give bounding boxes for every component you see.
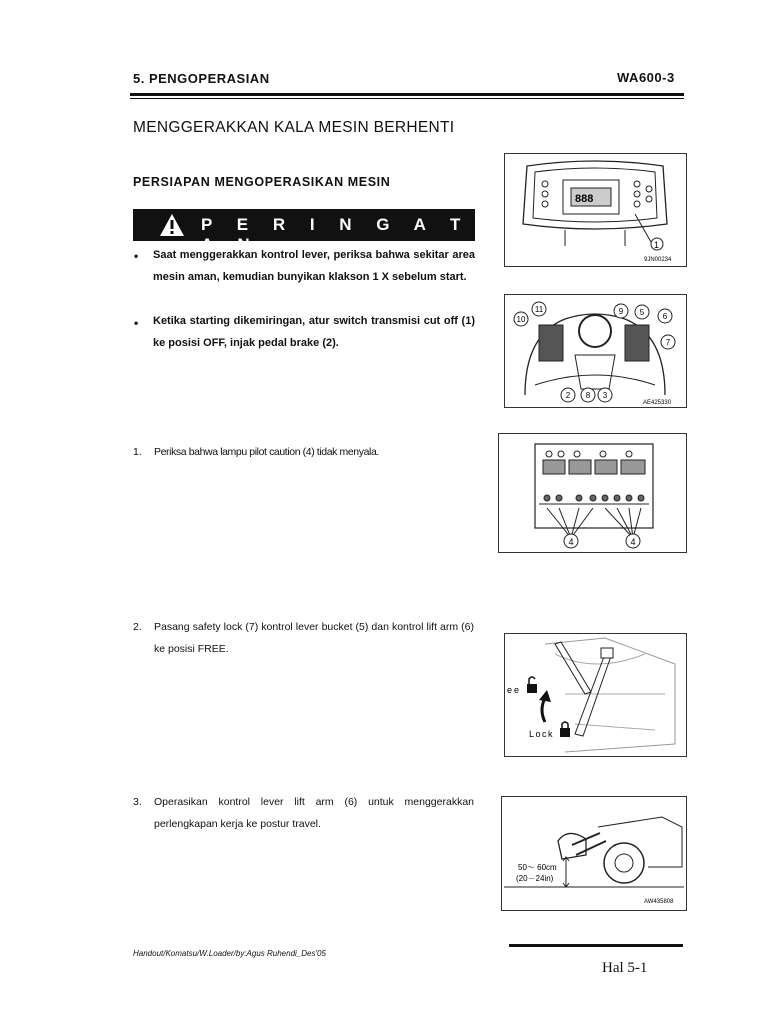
- figure-travel-posture: [501, 796, 687, 911]
- step-number: 3.: [133, 796, 142, 808]
- callout-2: 2: [565, 391, 571, 400]
- warning-banner: [133, 209, 475, 254]
- safety-lock-drawing: [505, 634, 686, 756]
- callout-11: 11: [534, 305, 544, 314]
- callout-4: 4: [568, 537, 574, 547]
- step-3-text: Operasikan kontrol lever lift arm (6) untuk menggerakkan perlengkapan kerja ke postur travel.: [154, 796, 474, 830]
- travel-posture-drawing: [502, 797, 686, 910]
- footer-credit: Handout/Komatsu/W.Loader/by:Agus Ruhendi_Des'05: [133, 949, 326, 958]
- warning-bullet-2: Ketika starting dikemiringan, atur switch transmisi cut off (1) ke posisi OFF, injak pedal brake (2).: [153, 315, 475, 349]
- warning-label: P E R I N G A T A N: [201, 215, 471, 254]
- page-number: Hal 5-1: [602, 960, 648, 976]
- figure-safety-lock: [504, 633, 687, 757]
- bullet-marker: •: [134, 316, 139, 330]
- dimension-metric: 50～ 60cm: [518, 863, 557, 872]
- figure-code: AW435808: [644, 899, 674, 905]
- header-rule: [130, 93, 684, 96]
- lock-label: Lock: [529, 729, 555, 739]
- warning-triangle-icon: [159, 213, 185, 237]
- operator-controls-drawing: [505, 295, 686, 407]
- page-title: MENGGERAKKAN KALA MESIN BERHENTI: [133, 119, 455, 136]
- callout-1: 1: [654, 240, 660, 250]
- step-number: 1.: [133, 446, 142, 458]
- callout-3: 3: [602, 391, 608, 400]
- warning-bullet-1: Saat menggerakkan kontrol lever, periksa bahwa sekitar area mesin aman, kemudian bunyikan klakson 1 X sebelum start.: [153, 249, 475, 283]
- step-1-text: Periksa bahwa lampu pilot caution (4) tidak menyala.: [154, 446, 379, 458]
- lock-icon: [560, 722, 570, 737]
- figure-caution-lamps: [498, 433, 687, 553]
- callout-6: 6: [662, 312, 668, 321]
- free-label: ee: [507, 685, 522, 695]
- footer-rule: [509, 944, 683, 947]
- callout-5: 5: [639, 308, 645, 317]
- model-code: WA600-3: [617, 70, 675, 85]
- bullet-marker: •: [134, 249, 139, 263]
- section-header: 5. PENGOPERASIAN: [133, 71, 270, 86]
- figure-code: 9JN00234: [644, 257, 672, 263]
- section-subtitle: PERSIAPAN MENGOPERASIKAN MESIN: [133, 175, 391, 189]
- callout-4: 4: [630, 537, 636, 547]
- figure-operator-controls: [504, 294, 687, 408]
- callout-9: 9: [618, 307, 624, 316]
- dimension-imperial: (20－24in): [516, 874, 554, 883]
- figure-instrument-panel: [504, 153, 687, 267]
- callout-10: 10: [516, 315, 526, 324]
- step-2-text: Pasang safety lock (7) kontrol lever bucket (5) dan kontrol lift arm (6) ke posisi FREE.: [154, 621, 474, 655]
- callout-7: 7: [665, 338, 671, 347]
- unlock-icon: [527, 677, 537, 693]
- figure-code: AE425330: [643, 400, 672, 406]
- header-rule-thin: [130, 98, 684, 99]
- svg-text:888: 888: [575, 193, 594, 205]
- step-number: 2.: [133, 621, 142, 633]
- instrument-panel-drawing: [505, 154, 686, 266]
- caution-lamps-drawing: [499, 434, 686, 552]
- callout-8: 8: [585, 391, 591, 400]
